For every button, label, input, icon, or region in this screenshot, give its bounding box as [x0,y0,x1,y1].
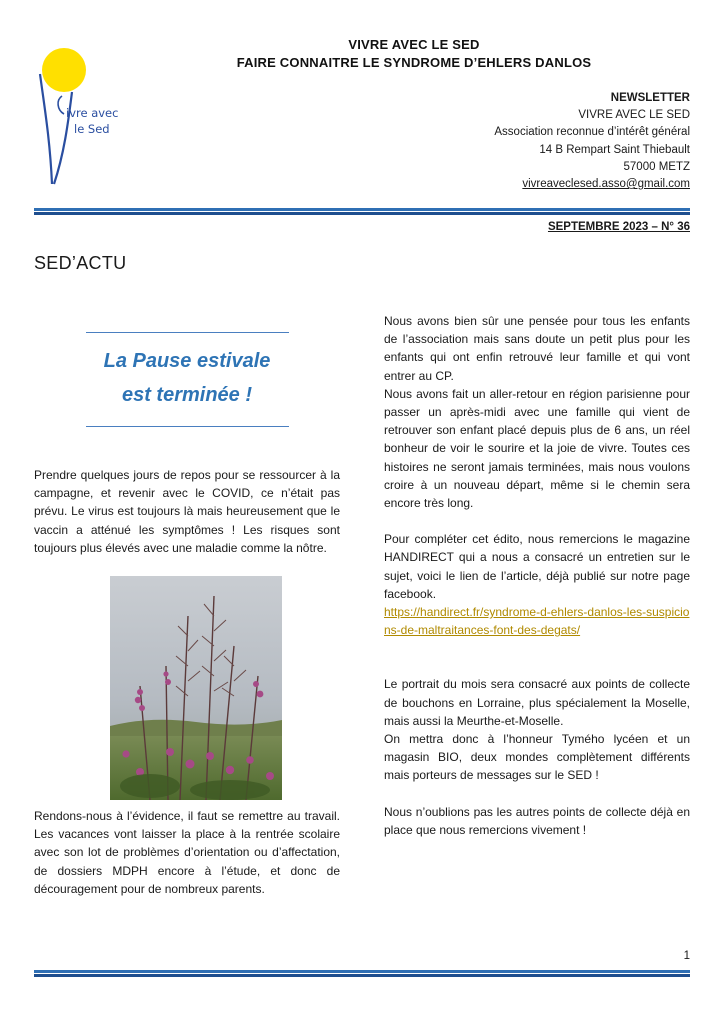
right-paragraph-1: Nous avons bien sûr une pensée pour tous les enfants de l’association mais sans doute un petit plus pour les enfants qui ont enfin retrouvé leur famille et qui vont entrer au CP. [384,314,690,383]
header-divider [34,208,690,215]
highlight-title-line2: est terminée ! [121,384,253,406]
sun-icon [42,48,86,92]
highlight-rule-top [86,332,289,333]
highlight-title-line1: La Pause estivale [103,350,271,372]
highlight-rule-bottom [86,426,289,427]
logo-text-line2: le Sed [74,122,110,136]
newsletter-label: NEWSLETTER [610,92,690,104]
org-email-link[interactable]: vivreaveclesed.asso@gmail.com [522,178,690,191]
org-name: VIVRE AVEC LE SED [578,109,690,122]
issue-label: SEPTEMBRE 2023 – N° 36 [547,221,690,233]
footer-divider [34,970,690,977]
newsletter-header-title [130,36,698,72]
fireweed-photo [110,576,282,800]
right-paragraph-2: Nous avons fait un aller-retour en région parisienne pour passer un après-midi avec une famille qui vient de retrouver son enfant placé depuis plus de 6 ans, un réel bonheur de voir le sourire et la joie de vivre. Toutes ces histoires ne seront jamais terminées, mais nous voulons croire à un nouveau départ, même si le chemin sera encore très long. [384,386,690,511]
org-city: 57000 METZ [623,160,690,173]
logo-stroke-left [40,74,52,184]
handirect-article-link-wrap [384,603,690,639]
org-status: Association reconnue d’intérêt général [494,126,690,139]
right-column [384,312,690,839]
right-paragraph-5: On mettra donc à l’honneur Tymého lycéen et un magasin BIO, deux mondes complètement différents mais porteurs de messages sur le SED ! [384,732,690,783]
page-number: 1 [683,950,690,962]
org-street: 14 B Rempart Saint Thiebault [539,143,690,156]
title-line-2: FAIRE CONNAITRE LE SYNDROME D’EHLERS DANLOS [236,55,592,70]
right-paragraph-6: Nous n’oublions pas les autres points de collecte déjà en place que nous remercions vivement ! [384,804,690,837]
logo-text-line1: ivre avec [66,106,119,120]
section-title: SED’ACTU [34,253,127,273]
logo-v-letter [58,96,64,114]
fireweed-image [110,576,282,800]
title-line-1: VIVRE AVEC LE SED [348,37,480,52]
association-logo [30,44,140,189]
right-paragraph-4: Le portrait du mois sera consacré aux points de collecte de bouchons en Lorraine, plus spécialement la Moselle, mais aussi la Meurthe-et-Moselle. [384,677,690,728]
organisation-address [494,90,690,193]
right-paragraph-3: Pour compléter cet édito, nous remercions le magazine HANDIRECT qui a nous a consacré un entretien sur le sujet, voici le lien de l’article, déjà publié sur notre page facebook. [384,532,690,601]
handirect-article-link[interactable]: https://handirect.fr/syndrome-d-ehlers-danlos-les-suspicions-de-maltraitances-font-des-degats/ [384,605,690,638]
left-paragraph-1: Prendre quelques jours de repos pour se ressourcer à la campagne, et revenir avec le COVID, ce n’était pas prévu. Le virus est toujours là mais heureusement que le vaccin a atténué les symptômes ! Les risques sont toujours plus élevés avec une maladie comme la nôtre. [34,468,340,555]
left-paragraph-2: Rendons-nous à l’évidence, il faut se remettre au travail. Les vacances vont laisser la place à la rentrée scolaire avec son lot de problèmes d’orientation ou d’affectation, de dossiers MDPH encore à l’étude, et donc de découragement pour de nombreux parents. [34,809,340,896]
